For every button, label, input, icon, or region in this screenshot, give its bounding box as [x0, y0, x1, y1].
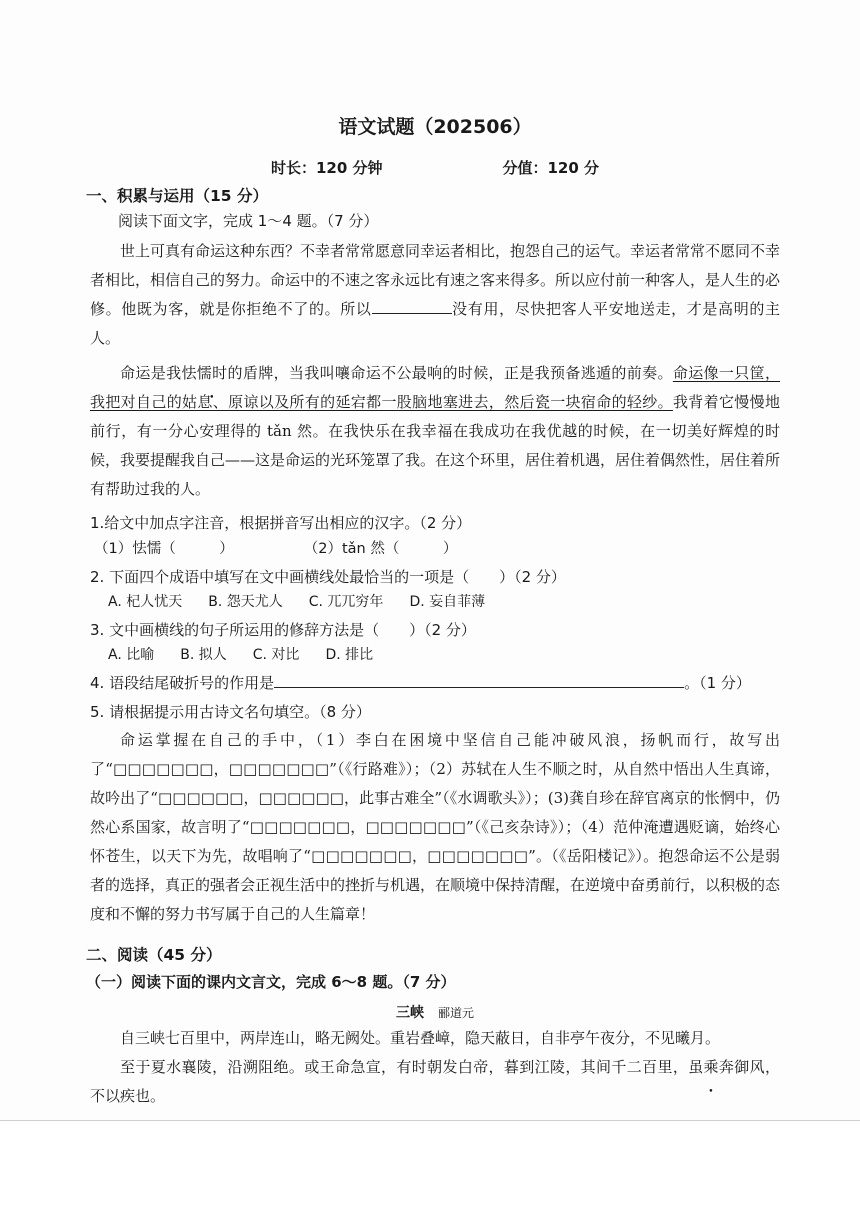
question-1: 1.给文中加点字注音，根据拼音写出相应的汉字。（2 分）	[90, 514, 472, 532]
section-1-heading: 一、积累与运用（15 分）	[86, 187, 268, 205]
q2-option-d: D. 妄自菲薄	[409, 594, 486, 610]
para2-text-c: 我背着它慢慢地前行，有一分心安理得的 tǎn 然。在我快乐在我幸福在我成功在我优越的时候，在一切美好辉煌的时候，我要提醒我自己——这是命运的光环笼罩了我。在这个环里，居住着机遇，居住着偶然性，居住着所有帮助过我的人。	[90, 393, 781, 498]
passage-paragraph-2	[90, 359, 780, 504]
para1-text-a: 世上可真有命运这种东西？不幸者常常愿意同幸运者相比，抱怨自己的运气。幸运者常常不愿同不幸者相比，相信自己的努力。命运中的不速之客永远比有速之客来得多。所以应付前一种客人，是人生的必修。他既为客，就是你拒绝不了的。所以	[90, 242, 781, 318]
reading-line-2-a: 至于夏水襄陵，沿溯阻绝。或王命急宣，有时朝发白帝，暮到江陵，其间千二百里，	[120, 1058, 689, 1076]
q3-option-d: D. 排比	[325, 647, 374, 663]
reading-author: 郦道元	[437, 1006, 474, 1020]
reading-line-2-b: 乘奔御风，不以疾也。	[90, 1058, 780, 1105]
exam-title: 语文试题（202506）	[338, 116, 532, 138]
q3-option-b: B. 拟人	[180, 647, 227, 663]
q4-answer-blank	[274, 673, 684, 688]
q1-sub1: （1）怯懦（ ）	[94, 541, 234, 557]
q4-text: 4. 语段结尾破折号的作用是	[90, 674, 275, 692]
para2-dotted-word: 怯懦	[181, 364, 213, 382]
section-2-subheading: （一）阅读下面的课内文言文，完成 6～8 题。（7 分）	[86, 973, 456, 991]
reading-title-text: 三峡	[395, 1005, 424, 1021]
question-3: 3. 文中画横线的句子所运用的修辞方法是（ ）（2 分）	[90, 621, 476, 639]
reading-dotted-word: 虽	[688, 1058, 704, 1076]
para2-underlined-sentence: 命运像一只筐，我把对自己的姑息、原谅以及所有的延宕都一股脑地塞进去，然后瓷一块宿命的轻纱。	[90, 364, 780, 411]
q2-option-b: B. 怨天尤人	[208, 594, 283, 610]
q3-option-a: A. 比喻	[108, 647, 155, 663]
q1-sub2: （2）tǎn 然（ ）	[303, 541, 458, 557]
question-3-options	[108, 644, 780, 664]
duration-label: 时长：120 分钟	[270, 159, 383, 177]
reading-line-2	[90, 1053, 780, 1111]
score-label: 分值：120 分	[502, 159, 600, 177]
q2-option-a: A. 杞人忧天	[108, 594, 183, 610]
q2-option-c: C. 兀兀穷年	[308, 594, 384, 610]
q3-option-c: C. 对比	[252, 647, 300, 663]
para1-blank	[372, 299, 452, 314]
reading-line-1: 自三峡七百里中，两岸连山，略无阙处。重岩叠嶂，隐天蔽日，自非亭午夜分，不见曦月。	[120, 1029, 721, 1047]
question-1-subitems	[94, 537, 780, 558]
question-2-options	[108, 591, 780, 611]
reading-title	[90, 1002, 780, 1022]
exam-document	[86, 108, 781, 1111]
para2-text-a: 命运是我	[120, 364, 182, 382]
q4-points: 。（1 分）	[684, 674, 751, 692]
question-2: 2. 下面四个成语中填写在文中画横线处最恰当的一项是（ ）（2 分）	[90, 568, 566, 586]
question-5-text: 命运掌握在自己的手中，（1）李白在困境中坚信自己能冲破风浪，扬帆而行，故写出了“□□□□□□□，□□□□□□□”（《行路难》）；（2）苏轼在人生不顺之时，从自然中悟出人生真谛，故吟出了“□□□□□□，□□□□□□，此事古难全”（《水调歌头》）；(3)龚自珍在辞官离京的怅惘中，仍然心系国家，故言明了“□□□□□□□，□□□□□□□”（《己亥杂诗》）；（4）范仲淹遭遇贬谪，始终心怀苍生，以天下为先，故唱响了“□□□□□□□，□□□□□□□”。（《岳阳楼记》）。抱怨命运不公是弱者的选择，真正的强者会正视生活中的挫折与机遇，在顺境中保持清醒，在逆境中奋勇前行，以积极的态度和不懈的努力书写属于自己的人生篇章！	[90, 731, 781, 923]
section-2-heading: 二、阅读（45 分）	[86, 946, 222, 964]
para1-text-b: 没有用，尽快把客人平安地送走，才是高明的主人。	[90, 300, 780, 347]
para2-text-b: 时的盾牌，当我叫嚷命运不公最响的时候，正是我预备逃遁的前奏。	[212, 364, 673, 382]
question-5: 5. 请根据提示用古诗文名句填空。（8 分）	[90, 703, 371, 721]
question-4	[90, 672, 780, 693]
section-1-instruction: 阅读下面文字，完成 1～4 题。（7 分）	[118, 212, 379, 230]
passage-paragraph-1	[90, 237, 780, 353]
exam-meta	[90, 157, 780, 178]
